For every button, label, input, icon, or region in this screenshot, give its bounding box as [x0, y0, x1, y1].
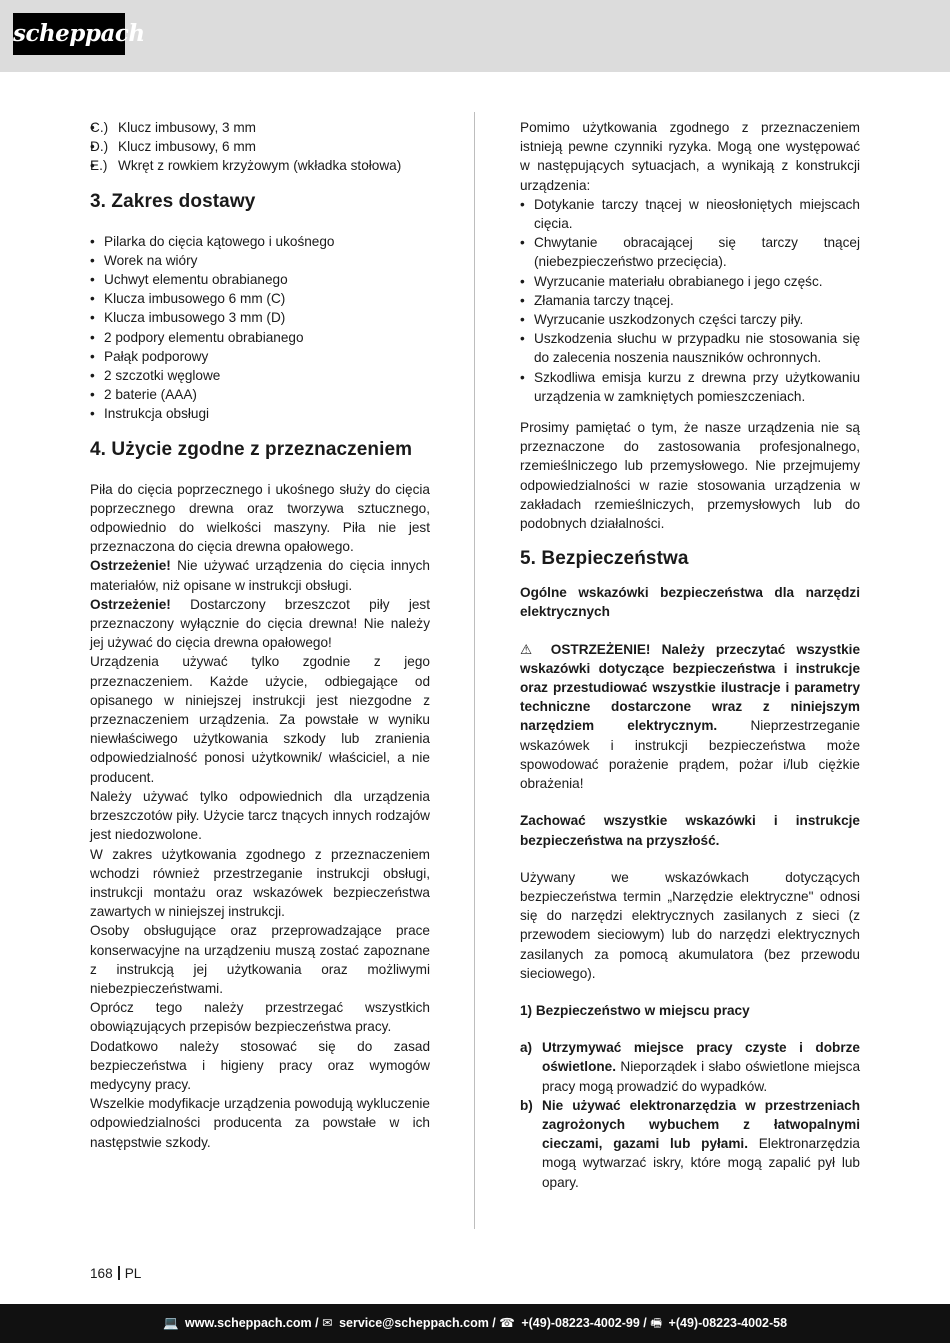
mail-icon: ✉: [322, 1316, 333, 1330]
paragraph: Używany we wskazówkach dotyczących bezpieczeństwa termin „Narzędzie elektryczne" odnosi się do narzędzi elektrycznych zasilanych z sieci (z przewodem sieciowym) lub do narzędzi elektrycznych zasilanych za pomocą akumulatora (bez przewodu sieciowego).: [520, 869, 860, 981]
delivery-list: [90, 232, 430, 424]
fax-number: +(49)-08223-4002-58: [668, 1316, 788, 1330]
fax-icon: 🖷: [650, 1316, 663, 1330]
left-column: [90, 118, 430, 1152]
list-item: • Wyrzucanie materiału obrabianego i jego częśc.: [520, 272, 860, 291]
paragraph: Oprócz tego należy przestrzegać wszystkich obowiązujących przepisów bezpieczeństwa pracy.: [90, 1000, 430, 1035]
risk-list: [520, 195, 860, 406]
section-3-title: 3. Zakres dostawy: [90, 190, 256, 212]
paragraph: Należy używać tylko odpowiednich dla urządzenia brzeszczotów piły. Użycie tarcz tnących innych rodzajów jest niedozwolone.: [90, 788, 430, 843]
section-5-title: 5. Bezpieczeństwa: [520, 548, 689, 570]
column-divider: [474, 112, 475, 1229]
list-item: • Uszkodzenia słuchu w przypadku nie stosowania się do zalecenia noszenia nauszników ochronnych.: [520, 329, 860, 367]
header-band: [0, 0, 950, 72]
list-item: • Dotykanie tarczy tnącej w nieosłoniętych miejscach cięcia.: [520, 195, 860, 233]
list-item: • 2 podpory elementu obrabianego: [90, 328, 430, 347]
paragraph: Wszelkie modyfikacje urządzenia powodują wykluczenie odpowiedzialności producenta za powstałe w ich następstwie szkody.: [90, 1096, 430, 1150]
list-item: • Szkodliwa emisja kurzu z drewna przy użytkowaniu urządzenia w zamkniętych pomieszczeniach.: [520, 368, 860, 406]
paragraph: Dodatkowo należy stosować się do zasad bezpieczeństwa i higieny pracy oraz wymogów medycyny pracy.: [90, 1038, 430, 1092]
list-item: • Worek na wióry: [90, 251, 430, 270]
page-number: 168 PL: [90, 1266, 142, 1281]
footer-bar: [0, 1304, 950, 1343]
scheppach-logo: scheppach: [13, 13, 125, 55]
warning-paragraph: Ostrzeżenie! Dostarczony brzeszczot piły jest przeznaczony wyłącznie do cięcia drewna! Nie należy jej używać do cięcia drewna opałowego!: [90, 596, 430, 651]
list-item: • 2 baterie (AAA): [90, 385, 430, 404]
subheading: Zachować wszystkie wskazówki i instrukcje bezpieczeństwa na przyszłość.: [520, 813, 860, 848]
warning-paragraph: Ostrzeżenie! Nie używać urządzenia do cięcia innych materiałów, niż opisane w instrukcji obsługi.: [90, 558, 430, 593]
subheading: 1) Bezpieczeństwo w miejscu pracy: [520, 1002, 750, 1018]
list-item: • Pałąk podporowy: [90, 347, 430, 366]
list-item: • Złamania tarczy tnącej.: [520, 291, 860, 310]
list-item: • 2 szczotki węglowe: [90, 366, 430, 385]
list-item: • C.) Klucz imbusowy, 3 mm: [90, 118, 430, 137]
parts-list: [90, 118, 430, 176]
workplace-list: [520, 1038, 860, 1192]
phone-number: +(49)-08223-4002-99 /: [521, 1316, 647, 1330]
warning-paragraph: ⚠ OSTRZEŻENIE! Należy przeczytać wszystkie wskazówki dotyczące bezpieczeństwa i instrukcje oraz przestudiować wszystkie ilustracje i parametry techniczne dostarczone wraz z niniejszym narzędziem elektrycznym. Nieprzestrzeganie wskazówek i instrukcji bezpieczeństwa może spowodować porażenie prądem, pożar i/lub ciężkie obrażenia!: [520, 641, 861, 792]
list-item: • Instrukcja obsługi: [90, 404, 430, 423]
phone-icon: ☎: [499, 1316, 515, 1330]
list-item: • Uchwyt elementu obrabianego: [90, 270, 430, 289]
paragraph: Piła do cięcia poprzecznego i ukośnego służy do cięcia poprzecznego drewna oraz tworzywa sztucznego, odpowiednio do wielkości maszyny. Piła nie jest przeznaczona do cięcia drewna opałowego.: [90, 481, 430, 555]
list-item: • Pilarka do cięcia kątowego i ukośnego: [90, 232, 430, 251]
paragraph: Urządzenia używać tylko zgodnie z jego przeznaczeniem. Każde użycie, odbiegające od opisanego w niniejszej instrukcji jest niezgodne z przeznaczeniem urządzenia. Za powstałe w wyniku niewłaściwego użytkowania szkody lub zranienia odpowiedzialność ponosi użytkownik/ właściciel, a nie producent.: [90, 654, 430, 785]
right-column: [520, 118, 860, 1192]
list-item: • Klucza imbusowego 3 mm (D): [90, 308, 430, 327]
paragraph: Osoby obsługujące oraz przeprowadzające prace konserwacyjne na urządzeniu muszą zostać zapoznane z instrukcją jej użytkowania oraz możliwymi niebezpieczeństwami.: [90, 923, 430, 996]
section-4-title: 4. Użycie zgodne z przeznaczeniem: [90, 438, 413, 460]
list-item: b) Nie używać elektronarzędzia w przestrzeniach zagrożonych wybuchem z łatwopalnymi cieczami, gazami lub pyłami. Elektronarzędzia mogą wytwarzać iskry, które mogą zapalić pył lub opary.: [520, 1097, 860, 1190]
subheading: Ogólne wskazówki bezpieczeństwa dla narzędzi elektrycznych: [520, 585, 860, 620]
list-item: • E.) Wkręt z rowkiem krzyżowym (wkładka stołowa): [90, 156, 430, 175]
list-item: • Chwytanie obracającej się tarczy tnącej (niebezpieczeństwo przecięcia).: [520, 233, 860, 271]
list-item: • D.) Klucz imbusowy, 6 mm: [90, 137, 430, 156]
paragraph: W zakres użytkowania zgodnego z przeznaczeniem wchodzi również przestrzeganie instrukcji obsługi, instrukcji montażu oraz wskazówek bezpieczeństwa zawartych w niniejszej instrukcji.: [90, 846, 430, 920]
paragraph: Pomimo użytkowania zgodnego z przeznaczeniem istnieją pewne czynniki ryzyka. Mogą one występować w następujących sytuacjach, a wynikają z konstrukcji urządzenia:: [520, 120, 860, 193]
paragraph: Prosimy pamiętać o tym, że nasze urządzenia nie są przeznaczone do zastosowania profesjonalnego, rzemieślniczego lub przemysłowego. Nie przejmujemy odpowiedzialności w razie stosowania urządzenia w zakładach rzemieślniczych, przemysłowych lub do podobnych działalności.: [520, 420, 860, 532]
list-item: a) Utrzymywać miejsce pracy czyste i dobrze oświetlone. Nieporządek i słabo oświetlone miejsca pracy mogą prowadzić do wypadków.: [520, 1040, 860, 1094]
list-item: • Wyrzucanie uszkodzonych części tarczy piły.: [520, 310, 860, 329]
computer-icon: 💻: [162, 1316, 179, 1330]
list-item: • Klucza imbusowego 6 mm (C): [90, 289, 430, 308]
email-link[interactable]: service@scheppach.com /: [339, 1316, 496, 1330]
website-link[interactable]: www.scheppach.com /: [185, 1316, 319, 1330]
